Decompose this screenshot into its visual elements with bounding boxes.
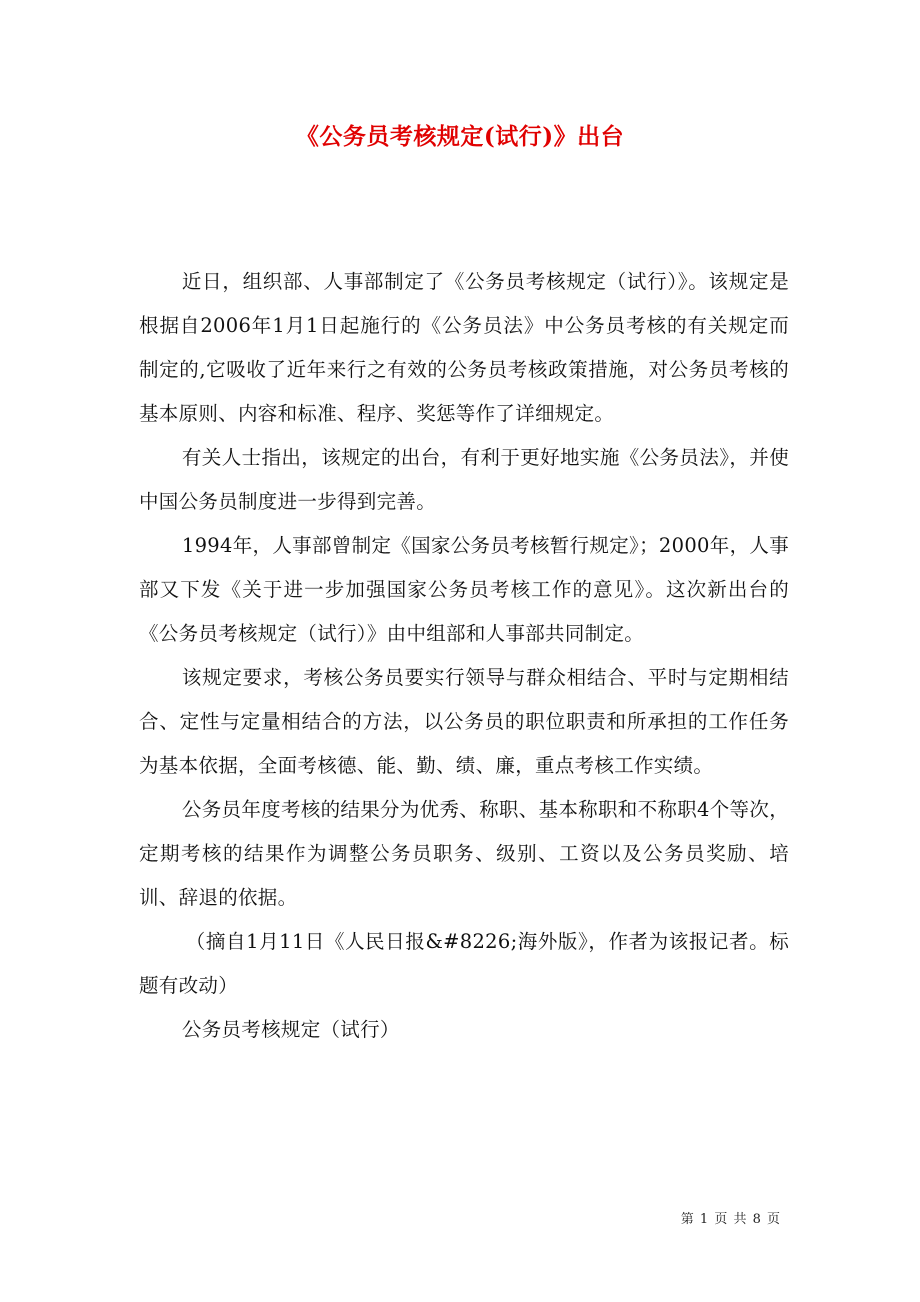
paragraph-history: 1994年，人事部曾制定《国家公务员考核暂行规定》；2000年，人事部又下发《关于进一步加强国家公务员考核工作的意见》。这次新出台的《公务员考核规定（试行）》由中组部和人事部共同制定。 bbox=[139, 534, 789, 645]
paragraph-results: 公务员年度考核的结果分为优秀、称职、基本称职和不称职4个等次，定期考核的结果作为调整公务员职务、级别、工资以及公务员奖励、培训、辞退的依据。 bbox=[139, 798, 789, 909]
document-title: 《公务员考核规定(试行)》出台 bbox=[295, 123, 625, 150]
paragraph-subheading: 公务员考核规定（试行） bbox=[181, 1018, 400, 1041]
paragraph-comment: 有关人士指出，该规定的出台，有利于更好地实施《公务员法》，并使中国公务员制度进一步得到完善。 bbox=[139, 446, 789, 513]
document-body bbox=[139, 260, 789, 1052]
paragraph-source-note: （摘自1月11日《人民日报&#8226;海外版》，作者为该报记者。标题有改动） bbox=[139, 930, 789, 997]
page-number-footer: 第 1 页 共 8 页 bbox=[680, 1212, 781, 1227]
paragraph-requirements: 该规定要求，考核公务员要实行领导与群众相结合、平时与定期相结合、定性与定量相结合的方法，以公务员的职位职责和所承担的工作任务为基本依据，全面考核德、能、勤、绩、廉，重点考核工作实绩。 bbox=[139, 666, 789, 777]
paragraph-intro: 近日，组织部、人事部制定了《公务员考核规定（试行）》。该规定是根据自2006年1月1日起施行的《公务员法》中公务员考核的有关规定而制定的,它吸收了近年来行之有效的公务员考核政策措施，对公务员考核的基本原则、内容和标准、程序、奖惩等作了详细规定。 bbox=[139, 270, 789, 425]
